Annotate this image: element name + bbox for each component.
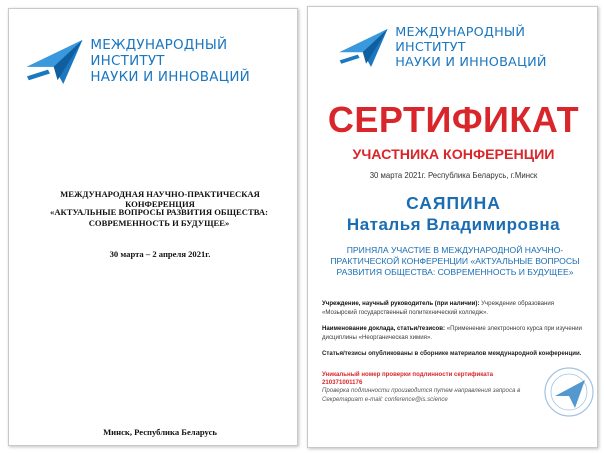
conference-city: Минск, Республика Беларусь <box>103 427 217 437</box>
verification-code-label: Уникальный номер проверки подлинности сертификата <box>322 371 494 378</box>
certificate-subtitle: УЧАСТНИКА КОНФЕРЕНЦИИ <box>352 147 555 163</box>
report-label: Наименование доклада, статьи/тезисов: <box>322 325 445 332</box>
program-cover-page <box>8 8 298 446</box>
participation-statement: ПРИНЯЛА УЧАСТИЕ В МЕЖДУНАРОДНОЙ НАУЧНО-ПРАКТИЧЕСКОЙ КОНФЕРЕНЦИИ «АКТУАЛЬНЫЕ ВОПРОСЫ РАЗВИТИЯ ОБЩЕСТВА: СОВРЕМЕННОСТЬ И БУДУЩЕЕ» <box>330 245 580 277</box>
paper-plane-logo-icon <box>338 27 389 69</box>
certificate-date-place: 30 марта 2021г. Республика Беларусь, г.Минск <box>369 171 538 180</box>
institute-logo <box>338 25 597 70</box>
recipient-surname: САЯПИНА <box>406 193 501 213</box>
institute-name-line1: МЕЖДУНАРОДНЫЙ ИНСТИТУТ <box>90 37 228 70</box>
verification-instructions: Проверка подлинности производится путем направления запроса в Секретариат e-mail: conference@is.science <box>322 387 521 403</box>
institute-name-line2: НАУКИ И ИННОВАЦИЙ <box>90 68 250 85</box>
institute-name <box>395 25 597 70</box>
recipient-given-names: Наталья Владимировна <box>346 215 561 234</box>
institution-line <box>322 300 588 318</box>
seal-stamp-icon <box>543 362 595 422</box>
conference-dates: 30 марта – 2 апреля 2021г. <box>109 249 211 259</box>
report-line <box>322 325 588 343</box>
report-value: «Применение электронного курса при изучении дисциплины «Неорганическая химия». <box>322 325 582 341</box>
conference-title: «АКТУАЛЬНЫЕ ВОПРОСЫ РАЗВИТИЯ ОБЩЕСТВА: СОВРЕМЕННОСТЬ И БУДУЩЕЕ» <box>50 207 268 228</box>
institution-label: Учреждение, научный руководитель (при наличии): <box>322 300 480 307</box>
institute-name <box>90 38 297 86</box>
institution-value: Учреждение образования «Мозырский государственный политехнический колледж». <box>322 300 555 316</box>
institute-name-line1: МЕЖДУНАРОДНЫЙ ИНСТИТУТ <box>395 25 526 56</box>
verification-code-value: 210371001176 <box>322 379 363 386</box>
published-statement: Статья/тезисы опубликованы в сборнике материалов международной конференции. <box>322 350 582 357</box>
paper-plane-logo-icon <box>25 37 84 87</box>
conference-type: МЕЖДУНАРОДНАЯ НАУЧНО-ПРАКТИЧЕСКАЯ КОНФЕРЕНЦИЯ <box>60 189 260 209</box>
certificate-page <box>307 6 598 448</box>
institute-logo <box>25 37 297 87</box>
institute-name-line2: НАУКИ И ИННОВАЦИЙ <box>395 55 547 71</box>
certificate-title: СЕРТИФИКАТ <box>327 99 580 140</box>
